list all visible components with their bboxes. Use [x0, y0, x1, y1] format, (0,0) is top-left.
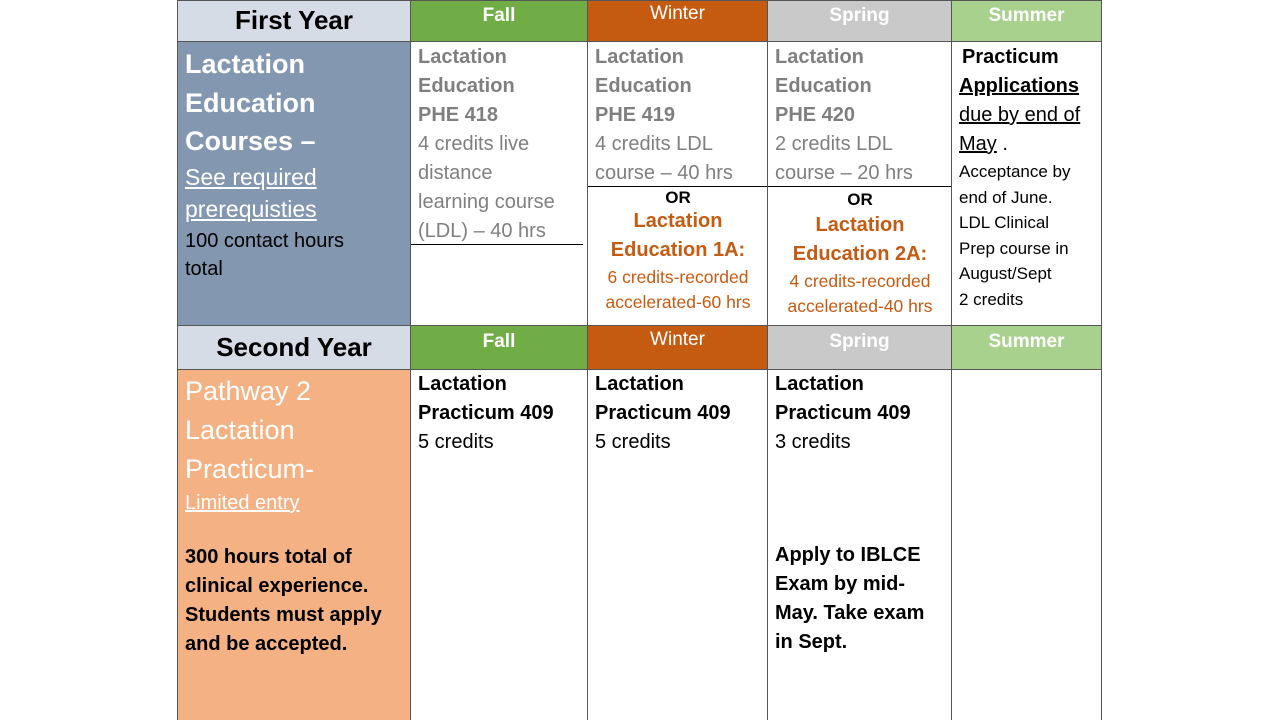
clinical-note-line: Students must apply [185, 604, 382, 626]
pathway-title [185, 372, 403, 489]
phe420-title-line: Education [775, 75, 872, 97]
education-1a-title-line: Education 1A: [610, 239, 746, 261]
iblce-exam-note [775, 541, 924, 657]
iblce-note-line: Exam by mid- [775, 573, 906, 595]
phe420-desc-line: 2 credits LDL [775, 133, 893, 155]
phe418-title-line: Lactation [418, 46, 507, 68]
phe418-desc-line: (LDL) – 40 hrs [418, 220, 546, 242]
contact-hours-line: total [185, 257, 223, 280]
lactation-education-courses-cell [178, 42, 411, 326]
y1-summer-header [952, 0, 1102, 42]
phe419-desc-line: 4 credits LDL [595, 133, 713, 155]
spring-divider-line [768, 186, 952, 187]
phe420-desc-line: course – 20 hrs [775, 162, 913, 184]
y2-fall-label: Fall [482, 331, 516, 352]
pathway-title-line: Practicum- [185, 454, 315, 484]
education-1a-title-line: Lactation [633, 210, 723, 232]
phe419-desc-line: course – 40 hrs [595, 162, 733, 184]
y2-spring-practicum-cell [768, 370, 952, 720]
y1-spring-label: Spring [829, 5, 890, 26]
y1-summer-label: Summer [988, 5, 1065, 26]
practicum-winter-title-line: Practicum 409 [595, 402, 731, 424]
first-year-title: First Year [234, 5, 354, 35]
phe419-code: PHE 419 [595, 104, 676, 126]
courses-title [185, 45, 403, 161]
practicum-spring-title-line: Practicum 409 [775, 402, 911, 424]
limited-entry-link[interactable]: Limited entry [185, 492, 300, 514]
summer-note-line: Acceptance by [959, 162, 1071, 181]
phe419-title-line: Lactation [595, 46, 684, 68]
summer-note-line: August/Sept [959, 264, 1052, 283]
prerequisites-link[interactable] [185, 161, 403, 225]
phe420-code: PHE 420 [775, 104, 856, 126]
pathway-title-line: Lactation [185, 415, 295, 445]
phe418-desc-line: learning course [418, 191, 555, 213]
y2-spring-header [768, 326, 952, 370]
pathway-title-line: Pathway 2 [185, 376, 312, 406]
y2-summer-label: Summer [988, 331, 1065, 352]
practicum-spring-title-line: Lactation [775, 373, 864, 395]
y2-spring-label: Spring [829, 331, 890, 352]
y2-fall-practicum-cell [411, 370, 588, 720]
y2-summer-empty-cell [952, 370, 1102, 720]
prerequisites-link-line[interactable]: prerequisties [185, 195, 317, 222]
summer-note-line: LDL Clinical [959, 213, 1050, 232]
practicum-winter-title-line: Lactation [595, 373, 684, 395]
summer-notes [959, 159, 1094, 312]
practicum-spring-credits: 3 credits [775, 431, 851, 453]
education-1a-desc-line: 6 credits-recorded [607, 267, 749, 287]
program-schedule-table [178, 0, 1102, 720]
y1-fall-course-cell [411, 42, 588, 326]
phe419-title-line: Education [595, 75, 692, 97]
due-date-suffix: . [1002, 133, 1008, 155]
phe418-title-line: Education [418, 75, 515, 97]
phe418-desc-line: distance [418, 162, 493, 184]
clinical-note-line: 300 hours total of [185, 546, 352, 568]
summer-note-line: Prep course in [959, 238, 1069, 258]
fall-divider-line [411, 244, 583, 245]
second-year-title: Second Year [216, 332, 372, 362]
y2-fall-header [411, 326, 588, 370]
education-1a-desc-line: accelerated-60 hrs [605, 292, 751, 312]
contact-hours-note [185, 227, 403, 283]
phe418-desc-line: 4 credits live [418, 133, 530, 155]
first-year-header [178, 0, 411, 42]
phe418-code: PHE 418 [418, 104, 499, 126]
due-date-line: due by end of [959, 104, 1081, 126]
iblce-note-line: in Sept. [775, 631, 848, 653]
winter-divider-line [588, 186, 768, 187]
summer-note-line: 2 credits [959, 289, 1024, 309]
applications-link[interactable]: Applications [959, 75, 1080, 97]
courses-title-line: Lactation [185, 49, 306, 79]
phe420-title-line: Lactation [775, 46, 864, 68]
due-date-month: May [959, 133, 997, 155]
practicum-fall-credits: 5 credits [418, 431, 494, 453]
prerequisites-link-line[interactable]: See required [185, 163, 317, 190]
practicum-fall-title-line: Lactation [418, 373, 507, 395]
contact-hours-line: 100 contact hours [185, 229, 344, 252]
clinical-experience-note [185, 543, 403, 659]
y1-winter-label: Winter [650, 3, 705, 24]
courses-title-line: Courses – [185, 126, 316, 156]
spring-or-label: OR [847, 190, 873, 209]
y2-summer-header [952, 326, 1102, 370]
y1-winter-course-cell [588, 42, 768, 326]
practicum-applications-head: Practicum [962, 46, 1059, 68]
spring-alternative [768, 190, 952, 319]
y1-summer-practicum-cell [952, 42, 1102, 326]
clinical-note-line: clinical experience. [185, 575, 369, 597]
y1-fall-label: Fall [482, 5, 516, 26]
winter-alternative [588, 188, 768, 315]
education-2a-desc-line: accelerated-40 hrs [787, 296, 933, 316]
clinical-note-line: and be accepted. [185, 633, 348, 655]
winter-or-label: OR [665, 188, 691, 207]
education-2a-title-line: Lactation [815, 214, 905, 236]
second-year-header [178, 326, 411, 370]
y1-winter-header [588, 0, 768, 42]
education-2a-title-line: Education 2A: [792, 243, 928, 265]
y1-fall-header [411, 0, 588, 42]
iblce-note-line: May. Take exam [775, 602, 925, 624]
y1-spring-course-cell [768, 42, 952, 326]
education-2a-desc-line: 4 credits-recorded [789, 271, 931, 291]
practicum-winter-credits: 5 credits [595, 431, 671, 453]
iblce-note-line: Apply to IBLCE [775, 544, 921, 566]
y2-winter-header [588, 326, 768, 370]
summer-note-line: end of June. [959, 187, 1053, 207]
y1-spring-header [768, 0, 952, 42]
y2-winter-label: Winter [650, 329, 705, 350]
practicum-fall-title-line: Practicum 409 [418, 402, 554, 424]
pathway-2-practicum-cell [178, 370, 411, 720]
courses-title-line: Education [185, 87, 316, 118]
y2-winter-practicum-cell [588, 370, 768, 720]
